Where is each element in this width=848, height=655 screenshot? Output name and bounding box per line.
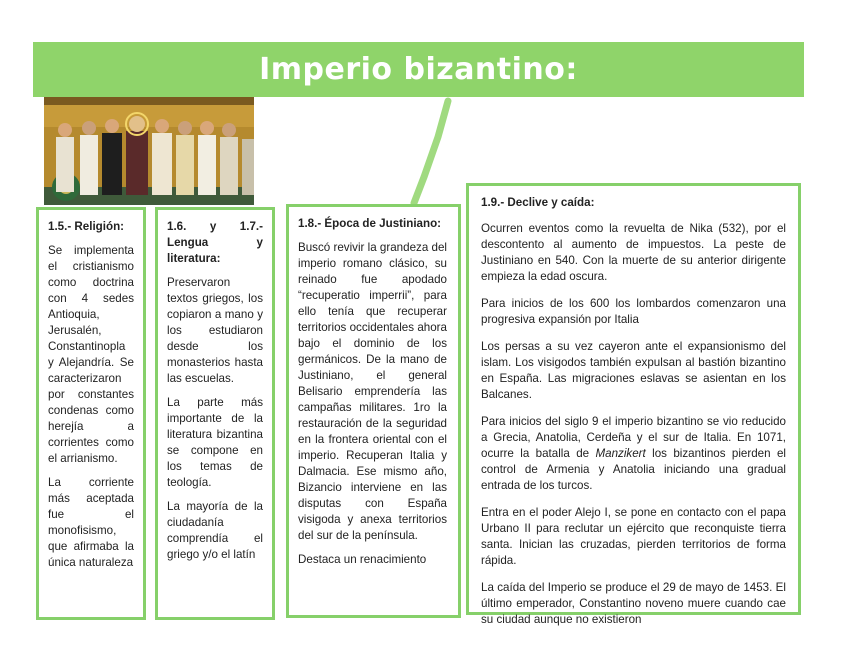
- card-justiniano-paragraph-2: Destaca un renacimiento: [298, 553, 427, 566]
- card-declive-paragraph-1: Ocurren eventos como la revuelta de Nika (532), por el descontento al aumento de impuestos. La peste de Justiniano en 540. Con la muerte de su anterior dirigente empieza la edad oscura.: [481, 222, 786, 283]
- card-lengua-paragraph-3: La mayoría de la ciudadanía comprendía el griego y/o el latín: [167, 500, 263, 561]
- card-declive-paragraph-6: La caída del Imperio se produce el 29 de mayo de 1453. El último emperador, Constantino noveno muere cuando cae su ciudad aunque no existieron: [481, 581, 786, 626]
- card-declive-paragraph-4-end: los bizantinos pierden el control de Armenia y Anatolia iniciando una gradual entrada de los turcos.: [481, 447, 786, 492]
- card-declive-paragraph-3: Los persas a su vez cayeron ante el expansionismo del islam. Los visigodos también expulsan al bastión bizantino en España. Las migraciones eslavas se asientan en los Balcanes.: [481, 340, 786, 401]
- card-religion: [36, 207, 146, 620]
- card-religion-paragraph-2: La corriente más aceptada fue el monofisismo, que afirmaba la única naturaleza: [48, 476, 134, 569]
- card-declive-heading: 1.9.- Declive y caída:: [481, 196, 595, 209]
- card-declive-paragraph-2: Para inicios de los 600 los lombardos comenzaron una progresiva expansión por Italia: [481, 297, 786, 326]
- page-title: Imperio bizantino:: [259, 52, 578, 87]
- card-declive-paragraph-5: Entra en el poder Alejo I, se pone en contacto con el papa Urbano II para reclutar un ejército que reconquiste tierra santa. Inician las cruzadas, pierden territorios de forma rápida.: [481, 506, 786, 567]
- mosaic-image: [44, 97, 254, 205]
- card-declive-paragraph-4-start: Para inicios del siglo 9 el imperio bizantino se vio reducido a Grecia, Anatolia, Cerdeña y el sur de Italia. En 1071, ocurre la batalla de: [481, 415, 786, 460]
- connector-line: [380, 97, 460, 205]
- card-declive-paragraph-4: [481, 414, 786, 494]
- card-justiniano: [286, 204, 461, 618]
- mosaic-illustration: [44, 97, 254, 205]
- title-banner: [33, 42, 804, 97]
- card-lengua-paragraph-2: La parte más importante de la literatura bizantina se compone en los temas de teología.: [167, 396, 263, 489]
- card-justiniano-heading: 1.8.- Época de Justiniano:: [298, 217, 442, 230]
- card-religion-paragraph-1: Se implementa el cristianismo como doctrina con 4 sedes Antioquia, Jerusalén, Constantinopla y Alejandría. Se caracterizaron por constantes condenas como herejía a corrientes como el arrianismo.: [48, 244, 134, 465]
- card-lengua: [155, 207, 275, 620]
- card-lengua-paragraph-1: Preservaron textos griegos, los copiaron a mano y los estudiaron desde los monasterios hasta las escuelas.: [167, 276, 263, 385]
- card-declive: [466, 183, 801, 626]
- card-justiniano-paragraph-1: Buscó revivir la grandeza del imperio romano clásico, su reinado fue apodado “recuperatio imperrii”, para ello tenía que recuperar territorios occidentales ahora bajo el dominio de los germánicos. De la mano de Justiniano, el general Belisario emprendería las campañas militares. 1ro la restauración de la seguridad en la frontera oriental con el imperio. Recuperan Italia y Dalmacia. Ese mismo año, Bizancio interviene en las disputas con España visigoda y anexa territorios del sur de la península.: [298, 241, 447, 542]
- card-religion-heading: 1.5.- Religión:: [48, 220, 125, 233]
- card-lengua-heading: 1.6. y 1.7.- Lengua y literatura:: [167, 220, 263, 265]
- manzikert-emphasis: Manzikert: [595, 447, 646, 460]
